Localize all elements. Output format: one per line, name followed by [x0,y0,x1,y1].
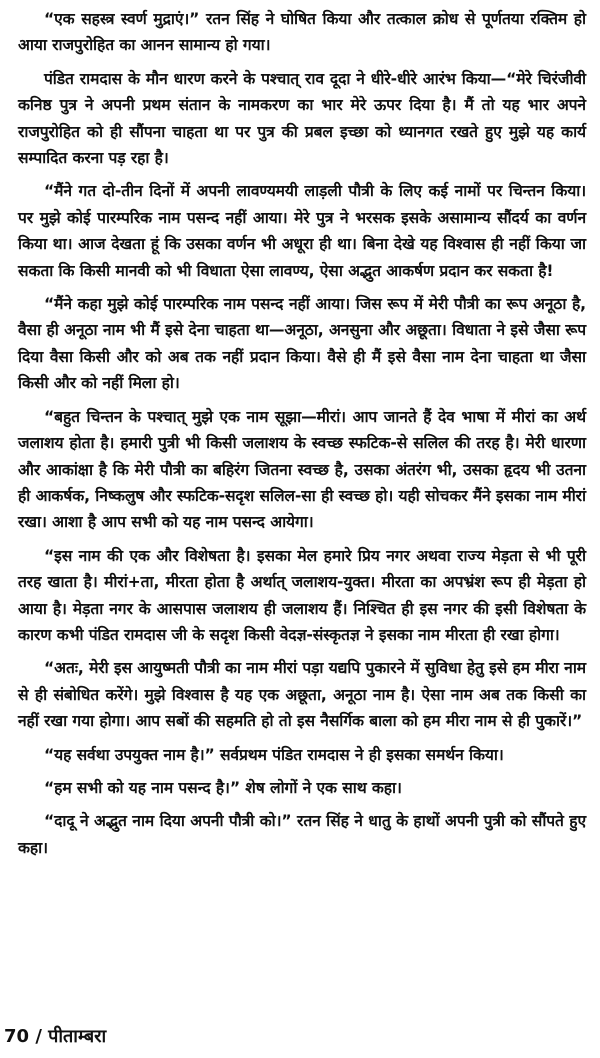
paragraph-7: “अतः, मेरी इस आयुष्मती पौत्री का नाम मीरां पड़ा यद्यपि पुकारने में सुविधा हेतु इसे हम मीरा नाम से ही संबोधित करेंगे। मुझे विश्वास है यह एक अछूता, अनूठा नाम है। ऐसा नाम अब तक किसी का नहीं रखा गया होगा। आप सबों की सहमति हो तो इस नैसर्गिक बाला को हम मीरा नाम से ही पुकारें।” [18,659,586,731]
paragraph-1: “एक सहस्त्र स्वर्ण मुद्राएं।” रतन सिंह ने घोषित किया और तत्काल क्रोध से पूर्णतया रक्तिम हो आया राजपुरोहित का आनन सामान्य हो गया। [18,10,586,55]
paragraph-3: “मैंने गत दो-तीन दिनों में अपनी लावण्यमयी लाड़ली पौत्री के लिए कई नामों पर चिन्तन किया। पर मुझे कोई पारम्परिक नाम पसन्द नहीं आया। मेरे पुत्र ने भरसक इसके असामान्य सौंदर्य का वर्णन किया था। आज देखता हूं कि उसका वर्णन भी अधूरा ही था। बिना देखे यह विश्वास ही नहीं किया जा सकता कि किसी मानवी को भी विधाता ऐसा लावण्य, ऐसा अद्भुत आकर्षण प्रदान कर सकता है! [18,182,586,280]
paragraph-2: पंडित रामदास के मौन धारण करने के पश्चात् राव दूदा ने धीरे-धीरे आरंभ किया—“मेरे चिरंजीवी कनिष्ठ पुत्र ने अपनी प्रथम संतान के नामकरण का भार मेरे ऊपर दिया है। मैं तो यह भार अपने राजपुरोहित को ही सौंपना चाहता था पर पुत्र की प्रबल इच्छा को ध्यानगत रखते हुए मुझे यह कार्य सम्पादित करना पड़ रहा है। [18,69,586,168]
paragraph-5: “बहुत चिन्तन के पश्चात् मुझे एक नाम सूझा—मीरां। आप जानते हैं देव भाषा में मीरां का अर्थ जलाशय होता है। हमारी पुत्री भी किसी जलाशय के स्वच्छ स्फटिक-से सलिल की तरह है। मेरी धारणा और आकांक्षा है कि मेरी पौत्री का बहिरंग जितना स्वच्छ है, उसका अंतरंग भी, उसका हृदय भी उतना ही आकर्षक, निष्कलुष और स्फटिक-सदृश सलिल-सा ही स्वच्छ हो। यही सोचकर मैंने इसका नाम मीरां रखा। आशा है आप सभी को यह नाम पसन्द आयेगा। [18,407,586,532]
paragraph-4: “मैंने कहा मुझे कोई पारम्परिक नाम पसन्द नहीं आया। जिस रूप में मेरी पौत्री का रूप अनूठा है, वैसा ही अनूठा नाम भी मैं इसे देना चाहता था—अनूठा, अनसुना और अछूता। विधाता ने इसे जैसा रूप दिया वैसा किसी और को अब तक नहीं प्रदान किया। वैसे ही मैं इसे वैसा नाम देना चाहता था जैसा किसी और को नहीं मिला हो। [18,295,586,393]
paragraph-10: “दादू ने अद्भुत नाम दिया अपनी पौत्री को।” रतन सिंह ने धातु के हाथों अपनी पुत्री को सौंपते हुए कहा। [18,812,586,857]
paragraph-9: “हम सभी को यह नाम पसन्द है।” शेष लोगों ने एक साथ कहा। [44,778,402,797]
paragraph-6: “इस नाम की एक और विशेषता है। इसका मेल हमारे प्रिय नगर अथवा राज्य मेड़ता से भी पूरी तरह खाता है। मीरां+ता, मीरता होता है अर्थात् जलाशय-युक्त। मीरता का अपभ्रंश रूप ही मेड़ता हो आया है। मेड़ता नगर के आसपास जलाशय ही जलाशय हैं। निश्चित ही इस नगर की इसी विशेषता के कारण कभी पंडित रामदास जी के सदृश किसी वेदज्ञ-संस्कृतज्ञ ने इसका नाम मीरता ही रखा होगा। [18,546,586,644]
paragraph-8: “यह सर्वथा उपयुक्त नाम है।” सर्वप्रथम पंडित रामदास ने ही इसका समर्थन किया। [44,745,504,764]
page-footer: 70 / पीताम्बरा [4,1026,107,1047]
